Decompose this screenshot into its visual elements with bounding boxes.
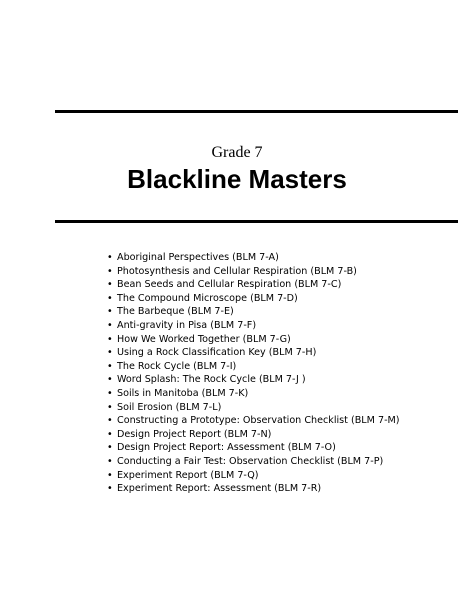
bullet-icon: •: [107, 387, 113, 399]
list-item-label: Photosynthesis and Cellular Respiration (BLM 7-B): [117, 265, 357, 277]
bullet-icon: •: [107, 347, 113, 359]
list-item-label: Aboriginal Perspectives (BLM 7-A): [117, 252, 279, 263]
list-item-label: The Barbeque (BLM 7-E): [117, 306, 234, 318]
bullet-icon: •: [107, 401, 113, 413]
list-item-label: Bean Seeds and Cellular Respiration (BLM 7-C): [117, 279, 342, 291]
list-item: [107, 428, 400, 442]
list-item: [107, 373, 400, 387]
bullet-icon: •: [107, 415, 113, 427]
bullet-icon: •: [107, 252, 113, 263]
top-divider: [55, 110, 458, 113]
bullet-icon: •: [107, 292, 113, 304]
list-item-label: Using a Rock Classification Key (BLM 7-H): [117, 347, 317, 359]
bullet-icon: •: [107, 319, 113, 331]
grade-heading: Grade 7: [211, 144, 263, 161]
bullet-icon: •: [107, 374, 113, 386]
list-item: [107, 319, 400, 333]
blm-list: [107, 251, 400, 496]
list-item: [107, 251, 400, 265]
list-item-label: Experiment Report (BLM 7-Q): [117, 469, 259, 481]
bullet-icon: •: [107, 265, 113, 277]
list-item-label: The Rock Cycle (BLM 7-I): [117, 360, 237, 372]
list-item: [107, 414, 400, 428]
list-item-label: Experiment Report: Assessment (BLM 7-R): [117, 483, 322, 495]
list-item-label: Design Project Report (BLM 7-N): [117, 428, 272, 440]
list-item-label: Conducting a Fair Test: Observation Checklist (BLM 7-P): [117, 455, 384, 467]
list-item-label: How We Worked Together (BLM 7-G): [117, 333, 291, 345]
bullet-icon: •: [107, 428, 113, 440]
list-item: [107, 265, 400, 279]
bullet-icon: •: [107, 279, 113, 291]
list-item: [107, 387, 400, 401]
list-item: [107, 346, 400, 360]
list-item-label: Constructing a Prototype: Observation Checklist (BLM 7-M): [117, 415, 400, 427]
list-item: [107, 292, 400, 306]
bullet-icon: •: [107, 469, 113, 481]
list-item: [107, 482, 400, 496]
list-item-label: Word Splash: The Rock Cycle (BLM 7-J ): [117, 374, 306, 386]
list-item: [107, 360, 400, 374]
bullet-icon: •: [107, 455, 113, 467]
list-item: [107, 305, 400, 319]
list-item: [107, 455, 400, 469]
page-title: Blackline Masters: [127, 164, 347, 194]
bullet-icon: •: [107, 306, 113, 318]
list-item: [107, 441, 400, 455]
list-item: [107, 401, 400, 415]
bullet-icon: •: [107, 333, 113, 345]
list-item: [107, 469, 400, 483]
list-item-label: Soils in Manitoba (BLM 7-K): [117, 387, 249, 399]
list-item-label: The Compound Microscope (BLM 7-D): [117, 292, 298, 304]
bullet-icon: •: [107, 360, 113, 372]
list-item: [107, 278, 400, 292]
list-item: [107, 333, 400, 347]
bullet-icon: •: [107, 483, 113, 495]
list-item-label: Anti-gravity in Pisa (BLM 7-F): [117, 319, 257, 331]
bottom-divider: [55, 220, 458, 223]
list-item-label: Soil Erosion (BLM 7-L): [117, 401, 222, 413]
bullet-icon: •: [107, 442, 113, 454]
list-item-label: Design Project Report: Assessment (BLM 7-O): [117, 442, 336, 454]
